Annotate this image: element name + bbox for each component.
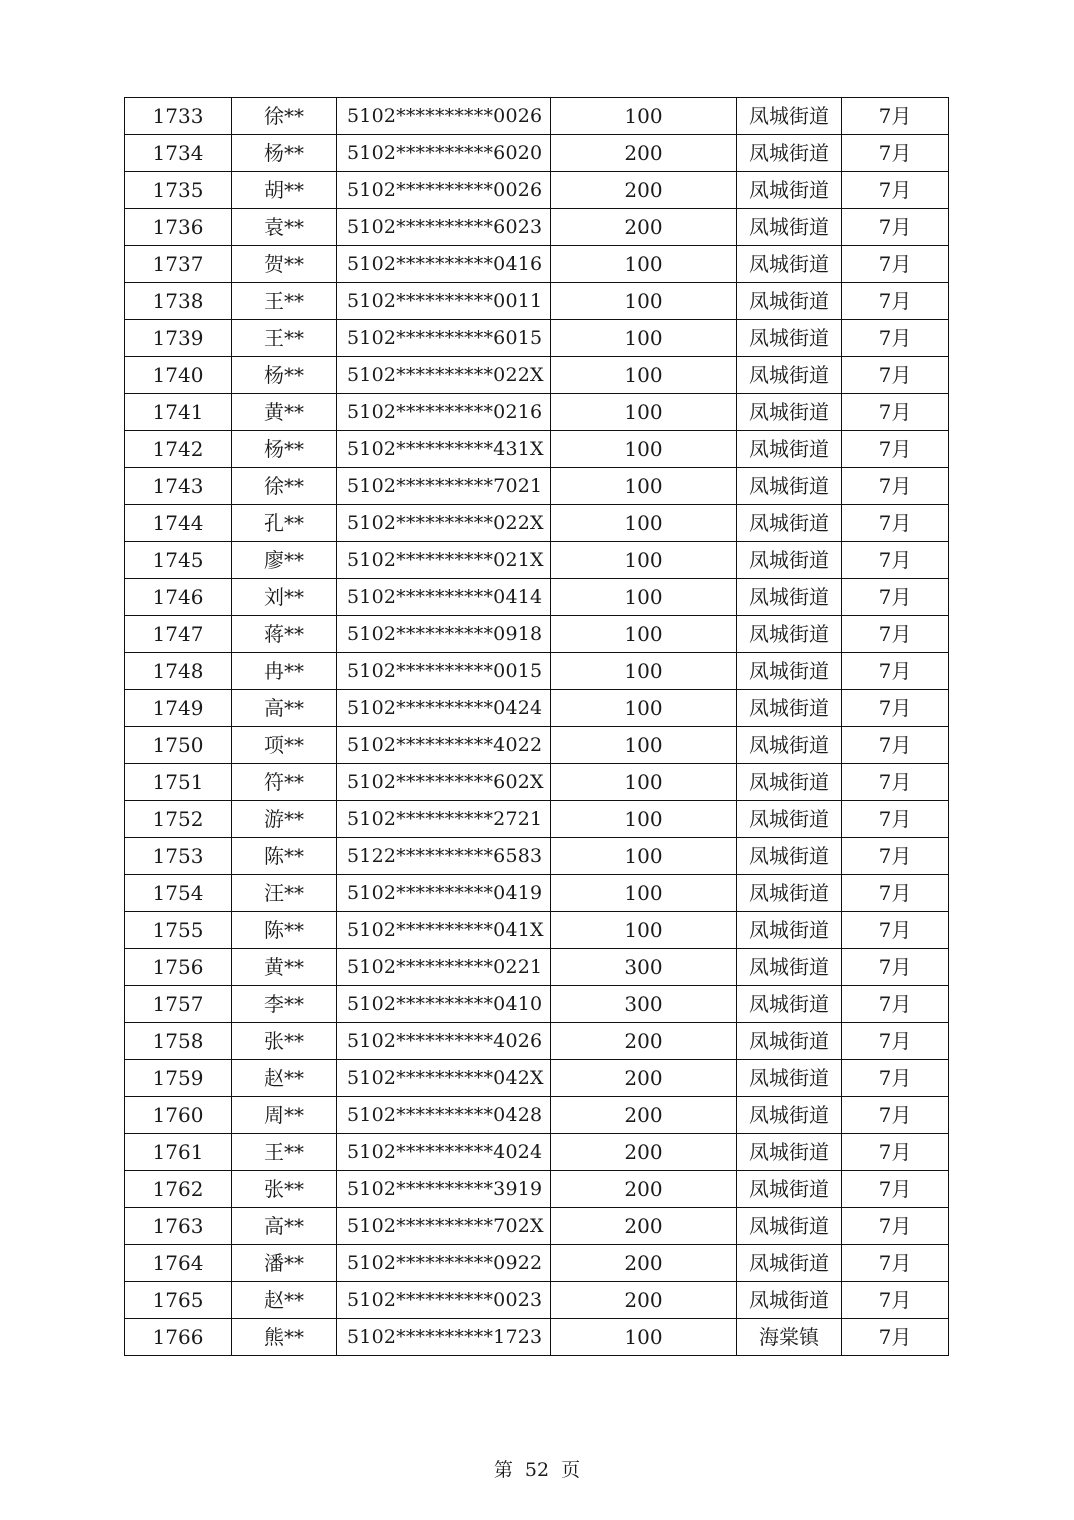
month-cell: 7月 (842, 1134, 949, 1171)
name-cell: 周** (232, 1097, 337, 1134)
roster-table (124, 97, 949, 1356)
table-row (125, 468, 949, 505)
serial-number-cell: 1762 (125, 1171, 232, 1208)
table-row (125, 912, 949, 949)
month-cell: 7月 (842, 653, 949, 690)
id-number-cell: 5102**********0419 (337, 875, 551, 912)
name-cell: 黄** (232, 394, 337, 431)
name-cell: 刘** (232, 579, 337, 616)
id-number-cell: 5102**********6015 (337, 320, 551, 357)
id-number-cell: 5102**********0011 (337, 283, 551, 320)
id-number-cell: 5102**********0015 (337, 653, 551, 690)
district-cell: 凤城街道 (737, 1171, 842, 1208)
month-cell: 7月 (842, 1319, 949, 1356)
amount-cell: 100 (551, 468, 737, 505)
table-row (125, 431, 949, 468)
id-number-cell: 5102**********6020 (337, 135, 551, 172)
serial-number-cell: 1737 (125, 246, 232, 283)
serial-number-cell: 1741 (125, 394, 232, 431)
serial-number-cell: 1766 (125, 1319, 232, 1356)
district-cell: 凤城街道 (737, 431, 842, 468)
month-cell: 7月 (842, 1171, 949, 1208)
id-number-cell: 5102**********3919 (337, 1171, 551, 1208)
month-cell: 7月 (842, 98, 949, 135)
amount-cell: 100 (551, 394, 737, 431)
district-cell: 凤城街道 (737, 986, 842, 1023)
id-number-cell: 5102**********0424 (337, 690, 551, 727)
name-cell: 蒋** (232, 616, 337, 653)
name-cell: 贺** (232, 246, 337, 283)
month-cell: 7月 (842, 1282, 949, 1319)
name-cell: 陈** (232, 912, 337, 949)
id-number-cell: 5122**********6583 (337, 838, 551, 875)
month-cell: 7月 (842, 690, 949, 727)
name-cell: 王** (232, 283, 337, 320)
id-number-cell: 5102**********0216 (337, 394, 551, 431)
amount-cell: 100 (551, 838, 737, 875)
id-number-cell: 5102**********4024 (337, 1134, 551, 1171)
month-cell: 7月 (842, 172, 949, 209)
name-cell: 袁** (232, 209, 337, 246)
amount-cell: 200 (551, 1134, 737, 1171)
district-cell: 凤城街道 (737, 727, 842, 764)
district-cell: 凤城街道 (737, 505, 842, 542)
table-row (125, 172, 949, 209)
table-row (125, 1319, 949, 1356)
amount-cell: 100 (551, 690, 737, 727)
name-cell: 王** (232, 320, 337, 357)
serial-number-cell: 1744 (125, 505, 232, 542)
serial-number-cell: 1750 (125, 727, 232, 764)
amount-cell: 100 (551, 246, 737, 283)
name-cell: 赵** (232, 1282, 337, 1319)
district-cell: 凤城街道 (737, 172, 842, 209)
month-cell: 7月 (842, 949, 949, 986)
table-row (125, 320, 949, 357)
name-cell: 李** (232, 986, 337, 1023)
district-cell: 凤城街道 (737, 875, 842, 912)
district-cell: 凤城街道 (737, 357, 842, 394)
district-cell: 凤城街道 (737, 283, 842, 320)
amount-cell: 100 (551, 1319, 737, 1356)
month-cell: 7月 (842, 1060, 949, 1097)
district-cell: 凤城街道 (737, 542, 842, 579)
district-cell: 凤城街道 (737, 1097, 842, 1134)
table-row (125, 1171, 949, 1208)
serial-number-cell: 1755 (125, 912, 232, 949)
id-number-cell: 5102**********0026 (337, 172, 551, 209)
amount-cell: 100 (551, 579, 737, 616)
table-row (125, 838, 949, 875)
district-cell: 凤城街道 (737, 98, 842, 135)
table-row (125, 1134, 949, 1171)
month-cell: 7月 (842, 764, 949, 801)
month-cell: 7月 (842, 1023, 949, 1060)
name-cell: 孔** (232, 505, 337, 542)
amount-cell: 200 (551, 1097, 737, 1134)
amount-cell: 200 (551, 209, 737, 246)
serial-number-cell: 1758 (125, 1023, 232, 1060)
name-cell: 杨** (232, 357, 337, 394)
month-cell: 7月 (842, 616, 949, 653)
id-number-cell: 5102**********602X (337, 764, 551, 801)
serial-number-cell: 1752 (125, 801, 232, 838)
month-cell: 7月 (842, 986, 949, 1023)
month-cell: 7月 (842, 838, 949, 875)
name-cell: 赵** (232, 1060, 337, 1097)
amount-cell: 300 (551, 986, 737, 1023)
name-cell: 汪** (232, 875, 337, 912)
table-row (125, 949, 949, 986)
id-number-cell: 5102**********0023 (337, 1282, 551, 1319)
name-cell: 陈** (232, 838, 337, 875)
amount-cell: 200 (551, 1282, 737, 1319)
table-row (125, 1282, 949, 1319)
serial-number-cell: 1765 (125, 1282, 232, 1319)
serial-number-cell: 1739 (125, 320, 232, 357)
amount-cell: 100 (551, 764, 737, 801)
serial-number-cell: 1746 (125, 579, 232, 616)
id-number-cell: 5102**********702X (337, 1208, 551, 1245)
district-cell: 凤城街道 (737, 838, 842, 875)
id-number-cell: 5102**********0922 (337, 1245, 551, 1282)
serial-number-cell: 1734 (125, 135, 232, 172)
page-footer-prefix: 第 (493, 1459, 513, 1481)
month-cell: 7月 (842, 1208, 949, 1245)
district-cell: 凤城街道 (737, 912, 842, 949)
table-row (125, 135, 949, 172)
month-cell: 7月 (842, 135, 949, 172)
table-row (125, 283, 949, 320)
id-number-cell: 5102**********041X (337, 912, 551, 949)
name-cell: 符** (232, 764, 337, 801)
id-number-cell: 5102**********4022 (337, 727, 551, 764)
district-cell: 凤城街道 (737, 209, 842, 246)
table-row (125, 690, 949, 727)
amount-cell: 100 (551, 616, 737, 653)
district-cell: 凤城街道 (737, 616, 842, 653)
district-cell: 凤城街道 (737, 1060, 842, 1097)
district-cell: 凤城街道 (737, 1245, 842, 1282)
month-cell: 7月 (842, 283, 949, 320)
month-cell: 7月 (842, 542, 949, 579)
district-cell: 凤城街道 (737, 764, 842, 801)
name-cell: 项** (232, 727, 337, 764)
name-cell: 高** (232, 1208, 337, 1245)
serial-number-cell: 1735 (125, 172, 232, 209)
table-row (125, 579, 949, 616)
page-footer (0, 1455, 1074, 1482)
district-cell: 凤城街道 (737, 653, 842, 690)
id-number-cell: 5102**********0221 (337, 949, 551, 986)
page-footer-suffix: 页 (561, 1459, 581, 1481)
district-cell: 凤城街道 (737, 690, 842, 727)
amount-cell: 100 (551, 542, 737, 579)
district-cell: 凤城街道 (737, 1282, 842, 1319)
id-number-cell: 5102**********431X (337, 431, 551, 468)
table-row (125, 875, 949, 912)
name-cell: 熊** (232, 1319, 337, 1356)
serial-number-cell: 1733 (125, 98, 232, 135)
serial-number-cell: 1756 (125, 949, 232, 986)
table-row (125, 616, 949, 653)
name-cell: 张** (232, 1023, 337, 1060)
month-cell: 7月 (842, 1097, 949, 1134)
serial-number-cell: 1747 (125, 616, 232, 653)
amount-cell: 300 (551, 949, 737, 986)
serial-number-cell: 1753 (125, 838, 232, 875)
serial-number-cell: 1759 (125, 1060, 232, 1097)
id-number-cell: 5102**********0416 (337, 246, 551, 283)
table-row (125, 1023, 949, 1060)
amount-cell: 100 (551, 505, 737, 542)
month-cell: 7月 (842, 394, 949, 431)
table-row (125, 394, 949, 431)
amount-cell: 100 (551, 320, 737, 357)
name-cell: 张** (232, 1171, 337, 1208)
serial-number-cell: 1761 (125, 1134, 232, 1171)
month-cell: 7月 (842, 875, 949, 912)
table-row (125, 764, 949, 801)
table-row (125, 246, 949, 283)
amount-cell: 100 (551, 727, 737, 764)
serial-number-cell: 1738 (125, 283, 232, 320)
serial-number-cell: 1764 (125, 1245, 232, 1282)
id-number-cell: 5102**********0414 (337, 579, 551, 616)
amount-cell: 100 (551, 283, 737, 320)
district-cell: 凤城街道 (737, 394, 842, 431)
name-cell: 徐** (232, 98, 337, 135)
district-cell: 凤城街道 (737, 1208, 842, 1245)
name-cell: 杨** (232, 431, 337, 468)
id-number-cell: 5102**********6023 (337, 209, 551, 246)
table-row (125, 505, 949, 542)
table-row (125, 1208, 949, 1245)
name-cell: 王** (232, 1134, 337, 1171)
name-cell: 胡** (232, 172, 337, 209)
serial-number-cell: 1751 (125, 764, 232, 801)
month-cell: 7月 (842, 579, 949, 616)
id-number-cell: 5102**********0918 (337, 616, 551, 653)
name-cell: 潘** (232, 1245, 337, 1282)
amount-cell: 200 (551, 1208, 737, 1245)
month-cell: 7月 (842, 727, 949, 764)
amount-cell: 200 (551, 1060, 737, 1097)
amount-cell: 200 (551, 135, 737, 172)
name-cell: 杨** (232, 135, 337, 172)
amount-cell: 100 (551, 98, 737, 135)
district-cell: 凤城街道 (737, 949, 842, 986)
id-number-cell: 5102**********2721 (337, 801, 551, 838)
serial-number-cell: 1763 (125, 1208, 232, 1245)
table-row (125, 542, 949, 579)
name-cell: 廖** (232, 542, 337, 579)
month-cell: 7月 (842, 468, 949, 505)
amount-cell: 100 (551, 357, 737, 394)
serial-number-cell: 1757 (125, 986, 232, 1023)
month-cell: 7月 (842, 246, 949, 283)
table-row (125, 986, 949, 1023)
serial-number-cell: 1743 (125, 468, 232, 505)
amount-cell: 100 (551, 801, 737, 838)
name-cell: 黄** (232, 949, 337, 986)
month-cell: 7月 (842, 431, 949, 468)
table-row (125, 98, 949, 135)
id-number-cell: 5102**********021X (337, 542, 551, 579)
district-cell: 凤城街道 (737, 801, 842, 838)
serial-number-cell: 1748 (125, 653, 232, 690)
table-row (125, 653, 949, 690)
amount-cell: 200 (551, 172, 737, 209)
table-row (125, 727, 949, 764)
serial-number-cell: 1742 (125, 431, 232, 468)
table-row (125, 1245, 949, 1282)
name-cell: 徐** (232, 468, 337, 505)
amount-cell: 100 (551, 875, 737, 912)
name-cell: 冉** (232, 653, 337, 690)
amount-cell: 200 (551, 1023, 737, 1060)
roster-table-body (125, 98, 949, 1356)
district-cell: 海棠镇 (737, 1319, 842, 1356)
month-cell: 7月 (842, 505, 949, 542)
name-cell: 游** (232, 801, 337, 838)
month-cell: 7月 (842, 1245, 949, 1282)
id-number-cell: 5102**********0410 (337, 986, 551, 1023)
serial-number-cell: 1754 (125, 875, 232, 912)
amount-cell: 100 (551, 912, 737, 949)
district-cell: 凤城街道 (737, 246, 842, 283)
id-number-cell: 5102**********4026 (337, 1023, 551, 1060)
table-row (125, 209, 949, 246)
table-row (125, 801, 949, 838)
serial-number-cell: 1760 (125, 1097, 232, 1134)
district-cell: 凤城街道 (737, 320, 842, 357)
serial-number-cell: 1736 (125, 209, 232, 246)
month-cell: 7月 (842, 357, 949, 394)
table-row (125, 357, 949, 394)
district-cell: 凤城街道 (737, 1134, 842, 1171)
id-number-cell: 5102**********0026 (337, 98, 551, 135)
month-cell: 7月 (842, 912, 949, 949)
district-cell: 凤城街道 (737, 1023, 842, 1060)
amount-cell: 200 (551, 1245, 737, 1282)
page-number: 52 (524, 1459, 550, 1481)
id-number-cell: 5102**********1723 (337, 1319, 551, 1356)
district-cell: 凤城街道 (737, 468, 842, 505)
id-number-cell: 5102**********042X (337, 1060, 551, 1097)
serial-number-cell: 1745 (125, 542, 232, 579)
serial-number-cell: 1749 (125, 690, 232, 727)
amount-cell: 100 (551, 653, 737, 690)
table-row (125, 1097, 949, 1134)
id-number-cell: 5102**********022X (337, 505, 551, 542)
amount-cell: 200 (551, 1171, 737, 1208)
name-cell: 高** (232, 690, 337, 727)
table-row (125, 1060, 949, 1097)
district-cell: 凤城街道 (737, 135, 842, 172)
amount-cell: 100 (551, 431, 737, 468)
id-number-cell: 5102**********7021 (337, 468, 551, 505)
district-cell: 凤城街道 (737, 579, 842, 616)
id-number-cell: 5102**********0428 (337, 1097, 551, 1134)
month-cell: 7月 (842, 801, 949, 838)
id-number-cell: 5102**********022X (337, 357, 551, 394)
month-cell: 7月 (842, 320, 949, 357)
month-cell: 7月 (842, 209, 949, 246)
serial-number-cell: 1740 (125, 357, 232, 394)
